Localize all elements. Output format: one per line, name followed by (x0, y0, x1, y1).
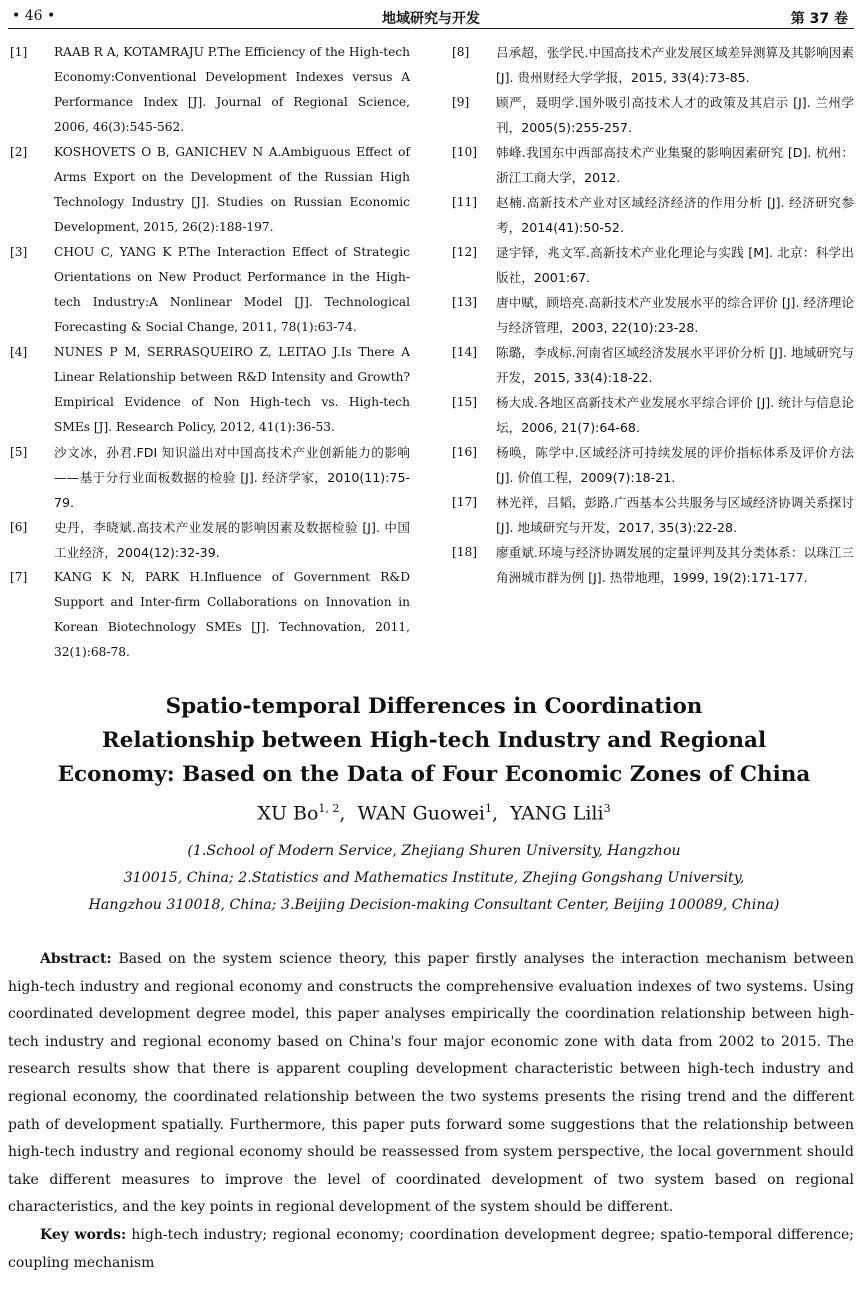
reference-item: [18] 廖重斌.环境与经济协调发展的定量评判及其分类体系：以珠江三角洲城市群为例 [J]. 热带地理，1999, 19(2):171-177. (452, 545, 854, 585)
reference-item: [17] 林光祥，吕韬，彭路.广西基本公共服务与区域经济协调关系探讨 [J]. 地域研究与开发，2017, 35(3):22-28. (452, 495, 854, 535)
references-right-column (450, 40, 854, 590)
reference-item: [15] 杨大成.各地区高新技术产业发展水平综合评价 [J]. 统计与信息论坛，2006, 21(7):64-68. (452, 395, 854, 435)
author-name: WAN Guowei (357, 802, 485, 825)
reference-item: [8] 吕承超，张学民.中国高技术产业发展区域差异测算及其影响因素 [J]. 贵州财经大学学报，2015, 33(4):73-85. (452, 45, 854, 85)
author-affil-mark: 1, 2 (318, 802, 340, 815)
journal-title: 地域研究与开发 (382, 11, 480, 27)
title-line: Economy: Based on the Data of Four Economic Zones of China (57, 762, 811, 787)
reference-item: [12] 逯宇铎，兆文军.高新技术产业化理论与实践 [M]. 北京：科学出版社，2001:67. (452, 245, 854, 285)
abstract-text: Based on the system science theory, this paper firstly analyses the interaction mechanism between high-tech industry and regional economy and constructs the comprehensive evaluation indexes of two systems. Using coordinated development degree model, this paper analyses empirically the coordination relationship between high-tech industry and regional economy based on China's four major economic zone with data from 2002 to 2015. The research results show that there is apparent coupling development characteristic between high-tech industry and regional economy, the coordinated relationship between the two systems presents the rising trend and the different path of development spatially. Furthermore, this paper puts forward some suggestions that the relationship between high-tech industry and regional economy should be reassessed from system perspective, the local government should take different measures to improve the level of coordinated development of two system based on regional characteristics, and the key points in regional development of the system should be different. (8, 951, 854, 1216)
author-affil-mark: 1 (484, 802, 492, 815)
reference-item: [10] 韩峰.我国东中西部高技术产业集聚的影响因素研究 [D]. 杭州：浙江工商大学，2012. (452, 145, 854, 185)
page-number: • 46 • (12, 8, 56, 24)
paper-title (30, 690, 838, 792)
keywords-text: high-tech industry; regional economy; coordination development degree; spatio-temporal difference; coupling mechanism (8, 1226, 854, 1271)
author-name: XU Bo (257, 802, 319, 825)
affiliation-line: (1.School of Modern Service, Zhejiang Shuren University, Hangzhou (187, 843, 681, 859)
reference-item: [11] 赵楠.高新技术产业对区域经济经济的作用分析 [J]. 经济研究参考，2014(41):50-52. (452, 195, 854, 235)
author-affil-mark: 3 (603, 802, 611, 815)
reference-item: [16] 杨唤，陈学中.区域经济可持续发展的评价指标体系及评价方法 [J]. 价值工程，2009(7):18-21. (452, 445, 854, 485)
reference-item: [3] CHOU C, YANG K P.The Interaction Effect of Strategic Orientations on New Product Performance in the High-tech Industry:A Nonlinear Model [J]. Technological Forecasting & Social Change, 2011, 78(1):63-74. (10, 245, 410, 334)
reference-item: [5] 沙文冰，孙君.FDI 知识溢出对中国高技术产业创新能力的影响——基于分行业面板数据的检验 [J]. 经济学家，2010(11):75-79. (10, 445, 410, 510)
reference-item: [7] KANG K N, PARK H.Influence of Government R&D Support and Inter-firm Collaborations on Innovation in Korean Biotechnology SMEs [J]. Technovation, 2011, 32(1):68-78. (10, 570, 410, 659)
keywords-label: Key words: (40, 1226, 127, 1243)
reference-item: [9] 顾严，聂明学.国外吸引高技术人才的政策及其启示 [J]. 兰州学刊，2005(5):255-257. (452, 95, 854, 135)
reference-item: [1] RAAB R A, KOTAMRAJU P.The Efficiency of the High-tech Economy:Conventional Development Indexes versus A Performance Index [J]. Journal of Regional Science, 2006, 46(3):545-562. (10, 45, 410, 134)
reference-item: [13] 唐中赋，顾培亮.高新技术产业发展水平的综合评价 [J]. 经济理论与经济管理，2003, 22(10):23-28. (452, 295, 854, 335)
title-line: Relationship between High-tech Industry and Regional (101, 728, 767, 753)
affiliation-line: 310015, China; 2.Statistics and Mathematics Institute, Zhejing Gongshang University, (123, 870, 745, 886)
abstract-label: Abstract: (40, 951, 112, 967)
author-list: XU Bo$^{1, 2}$, WAN Guowei$^1$, YANG Lili$^3$ (257, 802, 611, 825)
affiliations (40, 838, 828, 919)
abstract-section (8, 946, 854, 1277)
reference-item: [6] 史丹，李晓斌.高技术产业发展的影响因素及数据检验 [J]. 中国工业经济，2004(12):32-39. (10, 520, 410, 560)
author-name: YANG Lili (510, 802, 604, 825)
reference-item: [2] KOSHOVETS O B, GANICHEV N A.Ambiguous Effect of Arms Export on the Development of the Russian High Technology Industry [J]. Studies on Russian Economic Development, 2015, 26(2):188-197. (10, 145, 410, 234)
abstract-paragraph (8, 946, 854, 1222)
reference-item: [14] 陈璐，李成标.河南省区域经济发展水平评价分析 [J]. 地域研究与开发，2015, 33(4):18-22. (452, 345, 854, 385)
volume-label: 第 37 卷 (790, 11, 848, 27)
title-line: Spatio-temporal Differences in Coordination (165, 694, 703, 719)
running-header (8, 4, 854, 29)
affiliation-line: Hangzhou 310018, China; 3.Beijing Decision-making Consultant Center, Beijing 100089, China) (88, 897, 780, 913)
keywords-paragraph (8, 1222, 854, 1277)
reference-item: [4] NUNES P M, SERRASQUEIRO Z, LEITAO J.Is There A Linear Relationship between R&D Intensity and Growth? Empirical Evidence of Non High-tech vs. High-tech SMEs [J]. Research Policy, 2012, 41(1):36-53. (10, 345, 410, 434)
references-left-column (8, 40, 410, 665)
